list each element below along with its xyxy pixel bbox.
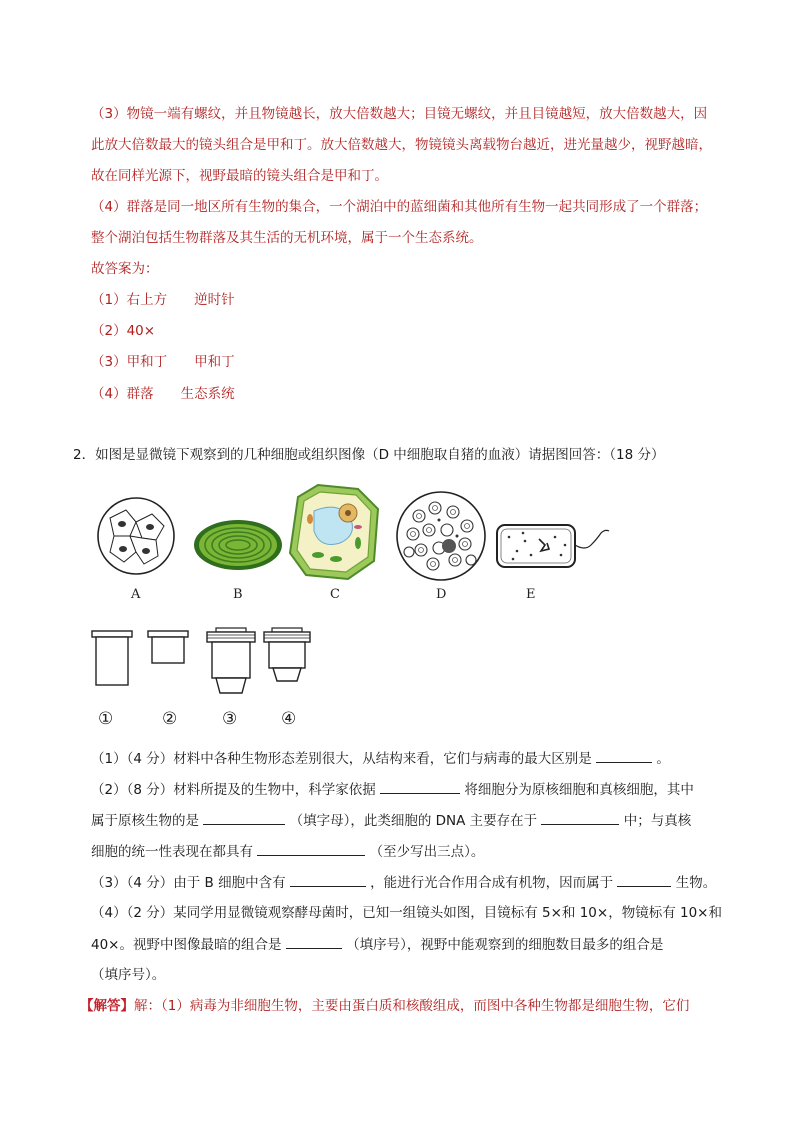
figure-e-bacterium — [495, 521, 611, 571]
answer-item-2: （2）40× — [91, 323, 156, 339]
answer-blank-5[interactable] — [257, 841, 365, 856]
subquestion-3: （3）（4 分）由于 B 细胞中含有 ，能进行光合作用合成有机物，因而属于 生物。 — [91, 872, 716, 893]
subquestion-1: （1）（4 分）材料中各种生物形态差别很大，从结构来看，它们与病毒的最大区别是 。 — [91, 748, 670, 769]
figure-c-label: C — [330, 587, 340, 602]
answer-blank-4[interactable] — [541, 810, 619, 825]
objective-lens-3 — [206, 627, 256, 695]
lens-label-3: ③ — [222, 709, 238, 729]
answer-p3-line2: 此放大倍数最大的镜头组合是甲和丁。放大倍数越大，物镜镜头离载物台越近，进光量越少，视野越暗， — [91, 137, 712, 153]
answer-item-3: （3）甲和丁 甲和丁 — [91, 354, 235, 370]
solution-line1 — [80, 996, 689, 1016]
subquestion-2-line3: 细胞的统一性表现在都具有 （至少写出三点）。 — [91, 841, 484, 862]
answer-blank-3[interactable] — [203, 810, 285, 825]
figure-c-plant-cell — [288, 483, 381, 581]
figure-d-label: D — [436, 587, 447, 602]
lens-label-4: ④ — [281, 709, 297, 729]
lens-label-1: ① — [98, 709, 114, 729]
answer-blank-2[interactable] — [380, 779, 460, 794]
answer-p3-line1: （3）物镜一端有螺纹，并且物镜越长，放大倍数越大；目镜无螺纹，并且目镜越短，放大倍数越大，因 — [91, 106, 708, 122]
figure-a-label: A — [131, 587, 141, 602]
figure-a-animal-cells — [96, 496, 176, 576]
answer-p4-line1: （4）群落是同一地区所有生物的集合，一个湖泊中的蓝细菌和其他所有生物一起共同形成了一个群落； — [91, 199, 708, 215]
answer-blank-8[interactable] — [286, 934, 342, 949]
answer-item-4: （4）群落 生态系统 — [91, 386, 235, 402]
subquestion-4-line2: 40×。视野中图像最暗的组合是 （填序号），视野中能观察到的细胞数目最多的组合是 — [91, 934, 663, 955]
solution-text: 解：（1）病毒为非细胞生物，主要由蛋白质和核酸组成，而图中各种生物都是细胞生物，它们 — [134, 998, 690, 1014]
subquestion-4-line3: （填序号）。 — [91, 967, 166, 983]
question-stem: 2．如图是显微镜下观察到的几种细胞或组织图像（D 中细胞取自猪的血液）请据图回答：（18 分） — [73, 447, 665, 463]
answer-blank-7[interactable] — [617, 872, 671, 887]
answer-p3-line3: 故在同样光源下，视野最暗的镜头组合是甲和丁。 — [91, 168, 388, 184]
solution-tag: 【解答】 — [80, 998, 134, 1014]
answer-p4-line2: 整个湖泊包括生物群落及其生活的无机环境，属于一个生态系统。 — [91, 230, 483, 246]
eyepiece-lens-1 — [91, 630, 133, 686]
answer-summary-title: 故答案为： — [91, 261, 159, 277]
subquestion-2-line1: （2）（8 分）材料所提及的生物中，科学家依据 将细胞分为原核细胞和真核细胞，其中 — [91, 779, 694, 800]
answer-blank-1[interactable] — [596, 748, 652, 763]
figure-b-label: B — [233, 587, 243, 602]
lens-label-2: ② — [162, 709, 178, 729]
objective-lens-4 — [263, 627, 311, 683]
eyepiece-lens-2 — [147, 630, 189, 664]
answer-blank-6[interactable] — [290, 872, 366, 887]
figure-e-label: E — [526, 587, 536, 602]
subquestion-2-line2: 属于原核生物的是 （填字母），此类细胞的 DNA 主要存在于 中；与真核 — [91, 810, 691, 831]
figure-b-green-cell — [193, 519, 283, 571]
answer-item-1: （1）右上方 逆时针 — [91, 292, 235, 308]
figure-d-blood-cells — [395, 490, 487, 582]
subquestion-4-line1: （4）（2 分）某同学用显微镜观察酵母菌时，已知一组镜头如图，目镜标有 5×和 10×，物镜标有 10×和 — [91, 905, 722, 921]
